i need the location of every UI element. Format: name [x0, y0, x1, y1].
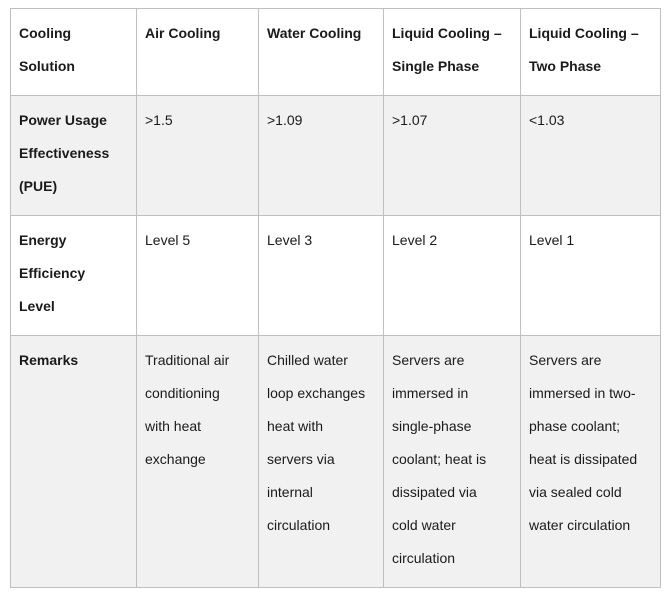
table-cell: >1.5	[137, 96, 259, 216]
table-cell: >1.09	[259, 96, 384, 216]
table-cell: Level 2	[384, 216, 521, 336]
cooling-comparison-table	[10, 8, 661, 588]
header-cell-water-cooling: Water Cooling	[259, 9, 384, 96]
table-row-efficiency-level	[11, 216, 661, 336]
header-cell-cooling-solution: Cooling Solution	[11, 9, 137, 96]
table-row-pue	[11, 96, 661, 216]
table-row-remarks	[11, 336, 661, 588]
row-label-pue: Power Usage Effectiveness (PUE)	[11, 96, 137, 216]
table-cell: <1.03	[521, 96, 661, 216]
header-cell-liquid-single-phase: Liquid Cooling – Single Phase	[384, 9, 521, 96]
table-cell: >1.07	[384, 96, 521, 216]
table-cell: Level 3	[259, 216, 384, 336]
table-cell: Traditional air conditioning with heat exchange	[137, 336, 259, 588]
table-cell: Level 1	[521, 216, 661, 336]
table-cell: Level 5	[137, 216, 259, 336]
table-cell: Chilled water loop exchanges heat with servers via internal circulation	[259, 336, 384, 588]
table-cell: Servers are immersed in two- phase coolant; heat is dissipated via sealed cold water circulation	[521, 336, 661, 588]
header-cell-air-cooling: Air Cooling	[137, 9, 259, 96]
row-label-efficiency-level: Energy Efficiency Level	[11, 216, 137, 336]
table-header-row	[11, 9, 661, 96]
row-label-remarks: Remarks	[11, 336, 137, 588]
table-cell: Servers are immersed in single-phase coolant; heat is dissipated via cold water circulation	[384, 336, 521, 588]
header-cell-liquid-two-phase: Liquid Cooling – Two Phase	[521, 9, 661, 96]
